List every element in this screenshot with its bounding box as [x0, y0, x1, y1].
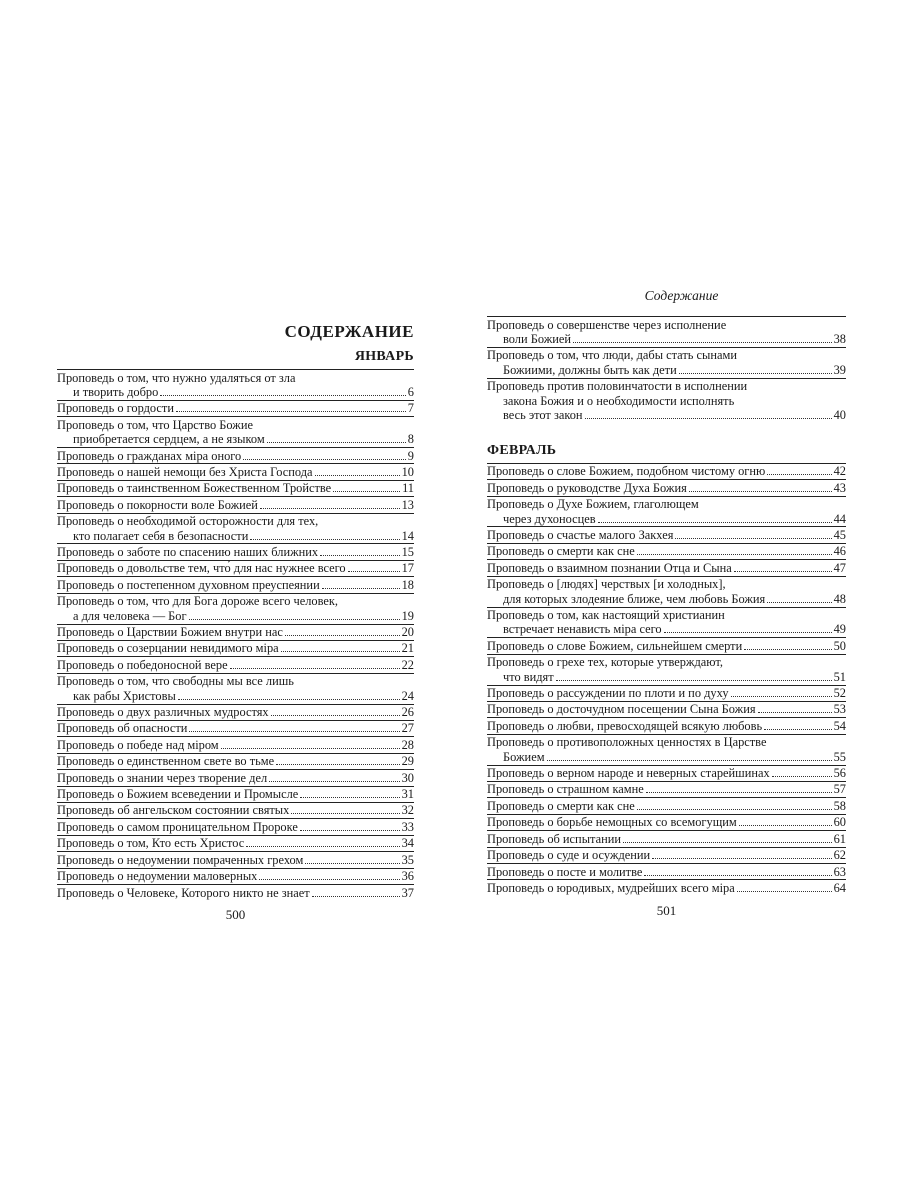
- toc-entry[interactable]: [487, 863, 846, 879]
- toc-entry-text: Проповедь о том, что Царство Божие: [57, 417, 253, 432]
- dot-leader: [739, 816, 832, 826]
- dot-leader: [573, 333, 832, 343]
- toc-entry[interactable]: [57, 447, 414, 463]
- toc-entry-text: Проповедь о руководстве Духа Божия: [487, 480, 687, 495]
- dot-leader: [243, 450, 406, 460]
- toc-entry-text: Проповедь об испытании: [487, 831, 621, 846]
- toc-entry[interactable]: [57, 543, 414, 559]
- toc-entry-text: Проповедь о гордости: [57, 401, 174, 416]
- toc-entry-row: [57, 561, 414, 575]
- toc-entry-row: [57, 529, 414, 543]
- toc-entry-text: встречает ненависть міра сего: [503, 622, 662, 637]
- dot-leader: [269, 772, 399, 782]
- toc-entry-text: Проповедь о созерцании невидимого міра: [57, 641, 279, 656]
- toc-entry-row: [487, 622, 846, 636]
- toc-page-number: 22: [401, 657, 414, 672]
- dot-leader: [322, 579, 400, 589]
- toc-entry[interactable]: [57, 416, 414, 447]
- toc-page-number: 10: [401, 464, 414, 479]
- toc-entry-row: [57, 641, 414, 655]
- dot-leader: [160, 386, 406, 396]
- toc-page-number: 57: [833, 782, 846, 797]
- toc-entry[interactable]: [487, 847, 846, 863]
- toc-entry-text: закона Божия и о необходимости исполнять: [503, 393, 735, 408]
- toc-entry-row: [487, 766, 846, 780]
- toc-entry[interactable]: [487, 559, 846, 575]
- toc-entry-row: [57, 689, 414, 703]
- toc-entry[interactable]: [57, 593, 414, 624]
- toc-entry[interactable]: [57, 818, 414, 834]
- toc-entry-text: Проповедь об ангельском состоянии святых: [57, 803, 290, 818]
- toc-entry[interactable]: [57, 769, 414, 785]
- toc-entry-text: Проповедь о самом проницательном Пророке: [57, 819, 298, 834]
- toc-entry-row: [487, 848, 846, 862]
- toc-entry-text: Проповедь о страшном камне: [487, 782, 644, 797]
- running-head: Содержание: [644, 288, 719, 303]
- toc-page-number: 56: [833, 766, 846, 781]
- toc-entry[interactable]: [57, 369, 414, 400]
- toc-entry-text: Проповедь о недоумении помраченных грехом: [57, 852, 304, 867]
- right-page: [487, 286, 846, 920]
- toc-entry[interactable]: [487, 347, 846, 378]
- toc-entry[interactable]: [487, 879, 846, 895]
- toc-entry-row: [487, 686, 846, 700]
- toc-entry-text: воли Божией: [503, 331, 572, 346]
- left-toc-list: [57, 369, 414, 900]
- toc-entry[interactable]: [487, 463, 846, 479]
- toc-entry-row: [487, 881, 846, 895]
- dot-leader: [300, 821, 400, 831]
- toc-entry-row: [487, 799, 846, 813]
- toc-entry-row: [487, 592, 846, 606]
- toc-entry-row: [487, 832, 846, 846]
- dot-leader: [547, 751, 832, 761]
- toc-page-number: 33: [401, 819, 414, 834]
- toc-entry[interactable]: [57, 786, 414, 802]
- toc-entry-text: Проповедь о Духе Божием, глаголющем: [487, 497, 699, 512]
- toc-entry[interactable]: [57, 802, 414, 818]
- toc-entry-text: Проповедь о борьбе немощных со всемогущим: [487, 815, 737, 830]
- toc-entry[interactable]: [487, 814, 846, 830]
- dot-leader: [767, 465, 831, 475]
- toc-page-number: 36: [401, 869, 414, 884]
- toc-entry-row: [57, 869, 414, 883]
- toc-entry-row: [57, 658, 414, 672]
- toc-entry-text: Божием: [503, 749, 545, 764]
- toc-page-number: 60: [833, 815, 846, 830]
- toc-entry-text: Проповедь о победе над міром: [57, 737, 219, 752]
- toc-entry-row: [487, 719, 846, 733]
- toc-entry[interactable]: [57, 480, 414, 496]
- month-heading-january: ЯНВАРЬ: [354, 349, 414, 364]
- toc-page-number: 15: [401, 544, 414, 559]
- toc-entry-row: [487, 363, 846, 377]
- toc-entry[interactable]: [57, 400, 414, 416]
- toc-page-number: 27: [401, 721, 414, 736]
- toc-entry-row: [487, 865, 846, 879]
- toc-page-number: 48: [833, 591, 846, 606]
- dot-leader: [556, 671, 832, 681]
- toc-page-number: 34: [401, 836, 414, 851]
- toc-entry[interactable]: [487, 378, 846, 423]
- toc-entry[interactable]: [57, 576, 414, 592]
- toc-entry[interactable]: [57, 656, 414, 672]
- toc-entry[interactable]: [57, 513, 414, 544]
- toc-page-number: 35: [401, 852, 414, 867]
- dot-leader: [646, 783, 832, 793]
- toc-page-number: 11: [402, 481, 414, 496]
- toc-entry-text: Проповедь о грехе тех, которые утверждают,: [487, 655, 723, 670]
- toc-page-number: 40: [833, 407, 846, 422]
- dot-leader: [737, 882, 832, 892]
- toc-entry[interactable]: [487, 607, 846, 638]
- toc-page-number: 26: [401, 705, 414, 720]
- toc-entry-text: весь этот закон: [503, 407, 583, 422]
- toc-entry-row: [487, 782, 846, 796]
- toc-entry[interactable]: [57, 835, 414, 851]
- toc-page-number: 13: [401, 497, 414, 512]
- toc-entry-text: Проповедь о любви, превосходящей всякую любовь: [487, 718, 763, 733]
- toc-entry[interactable]: [57, 624, 414, 640]
- dot-leader: [281, 642, 400, 652]
- toc-page-number: 51: [833, 669, 846, 684]
- toc-entry-text: Проповедь о Царствии Божием внутри нас: [57, 625, 283, 639]
- toc-entry-text: что видят: [503, 669, 554, 684]
- dot-leader: [598, 513, 832, 523]
- toc-entry[interactable]: [487, 685, 846, 701]
- toc-entry-text: Проповедь о досточудном посещении Сына Божия: [487, 702, 756, 717]
- toc-entry[interactable]: [487, 797, 846, 813]
- toc-page-number: 32: [401, 803, 414, 818]
- toc-entry-text: Проповедь о том, Кто есть Христос: [57, 836, 245, 851]
- toc-page-number: 62: [833, 848, 846, 863]
- toc-entry-text: Проповедь о суде и осуждении: [487, 848, 651, 863]
- dot-leader: [276, 755, 399, 765]
- toc-page-number: 50: [833, 638, 846, 653]
- dot-leader: [744, 640, 831, 650]
- toc-entry[interactable]: [57, 463, 414, 479]
- toc-page-number: 28: [401, 737, 414, 752]
- dot-leader: [333, 482, 400, 492]
- toc-page-number: 47: [833, 560, 846, 575]
- toc-entry-text: Проповедь о посте и молитве: [487, 864, 643, 879]
- dot-leader: [731, 687, 832, 697]
- toc-page-number: 14: [401, 528, 414, 543]
- toc-entry-row: [57, 385, 414, 399]
- toc-page-number: 20: [401, 625, 414, 639]
- toc-entry-text: Проповедь о заботе по спасению наших ближних: [57, 544, 319, 559]
- page-number-right: 501: [656, 902, 677, 918]
- toc-entry[interactable]: [487, 479, 846, 495]
- toc-entry[interactable]: [57, 673, 414, 704]
- dot-leader: [664, 623, 832, 633]
- toc-entry-text: Проповедь о знании через творение дел: [57, 770, 268, 785]
- right-toc-list: [487, 463, 846, 896]
- dot-leader: [178, 690, 400, 700]
- dot-leader: [312, 887, 400, 897]
- toc-entry[interactable]: [487, 543, 846, 559]
- toc-page-number: 24: [401, 688, 414, 703]
- toc-entry-row: [57, 803, 414, 817]
- dot-leader: [637, 545, 832, 555]
- toc-entry-row: [57, 787, 414, 801]
- toc-entry[interactable]: [57, 496, 414, 512]
- toc-entry-row: [57, 853, 414, 867]
- toc-page-number: 53: [833, 702, 846, 717]
- dot-leader: [315, 466, 400, 476]
- toc-entry-row: [57, 625, 414, 639]
- toc-entry[interactable]: [487, 830, 846, 846]
- dot-leader: [623, 833, 832, 843]
- toc-entry[interactable]: [487, 576, 846, 607]
- toc-entry[interactable]: [487, 526, 846, 542]
- dot-leader: [758, 703, 832, 713]
- toc-entry-text: а для человека — Бог: [73, 608, 187, 623]
- toc-entry[interactable]: [487, 734, 846, 765]
- toc-entry[interactable]: [57, 640, 414, 656]
- toc-entry-row: [57, 545, 414, 559]
- toc-entry-text: Проповедь о смерти как сне: [487, 798, 635, 813]
- toc-page-number: 7: [407, 401, 414, 416]
- toc-entry[interactable]: [487, 717, 846, 733]
- dot-leader: [291, 804, 399, 814]
- toc-entry-row: [487, 750, 846, 764]
- toc-page-number: 55: [833, 749, 846, 764]
- toc-entry[interactable]: [487, 637, 846, 653]
- toc-page-number: 49: [833, 622, 846, 637]
- toc-entry-text: Проповедь о юродивых, мудрейших всего міра: [487, 880, 735, 895]
- toc-entry-row: [57, 481, 414, 495]
- section-gap: [487, 423, 846, 439]
- toc-page-number: 44: [833, 511, 846, 526]
- toc-entry-text: Проповедь о слове Божием, подобном чистому огню: [487, 464, 766, 479]
- toc-entry-row: [57, 498, 414, 512]
- toc-entry-text: Проповедь против половинчатости в исполнении: [487, 379, 748, 394]
- toc-entry-text: Проповедь о довольстве тем, что́ для нас нужнее всего: [57, 561, 346, 576]
- toc-page-number: 63: [833, 864, 846, 879]
- toc-entry-text: приобретается сердцем, а не языком: [73, 432, 265, 447]
- toc-entry-row: [487, 464, 846, 478]
- toc-page-number: 54: [833, 718, 846, 733]
- toc-page-number: 19: [401, 608, 414, 623]
- toc-entry[interactable]: [57, 884, 414, 900]
- left-page: [57, 318, 414, 924]
- dot-leader: [260, 499, 400, 509]
- toc-entry-text: Проповедь об опасности: [57, 721, 188, 736]
- toc-entry[interactable]: [487, 781, 846, 797]
- toc-entry[interactable]: [57, 720, 414, 736]
- toc-page-number: 31: [401, 787, 414, 802]
- dot-leader: [259, 870, 399, 880]
- toc-entry-row: [57, 609, 414, 623]
- dot-leader: [267, 433, 406, 443]
- toc-entry-text: Проповедь о смерти как сне: [487, 544, 635, 559]
- toc-entry-text: и творить добро: [73, 384, 159, 399]
- toc-entry[interactable]: [57, 868, 414, 884]
- toc-page-number: 6: [407, 384, 414, 399]
- right-toc-list-top: [487, 316, 846, 423]
- toc-entry-row: [57, 721, 414, 735]
- toc-entry-row: [487, 512, 846, 526]
- toc-page-number: 64: [833, 880, 846, 895]
- dot-leader: [644, 866, 831, 876]
- toc-page-number: 30: [401, 770, 414, 785]
- toc-entry-text: Проповедь о взаимном познании Отца и Сына: [487, 560, 732, 575]
- toc-page-number: 9: [407, 448, 414, 463]
- toc-page-number: 18: [401, 577, 414, 592]
- toc-entry-text: Проповедь о счастье малого Закхея: [487, 527, 674, 542]
- toc-entry-row: [57, 578, 414, 592]
- dot-leader: [305, 854, 399, 864]
- toc-page-number: 52: [833, 686, 846, 701]
- toc-entry-row: [57, 886, 414, 900]
- toc-entry-text: для которых злодеяние ближе, чем любовь Божия: [503, 591, 766, 606]
- toc-entry-text: Проповедь о том, что нужно удаляться от зла: [57, 370, 296, 385]
- toc-entry-text: Проповедь о слове Божием, сильнейшем смерти: [487, 638, 743, 653]
- toc-page-number: 37: [401, 885, 414, 900]
- month-heading-february: ФЕВРАЛЬ: [487, 442, 557, 458]
- toc-entry-row: [57, 465, 414, 479]
- dot-leader: [300, 788, 399, 798]
- toc-entry-text: Проповедь о постепенном духовном преуспеянии: [57, 577, 320, 592]
- toc-entry-text: Проповедь о совершенстве через исполнение: [487, 317, 727, 332]
- toc-entry-text: Проповедь о том, что свободны мы все лишь: [57, 674, 294, 689]
- toc-entry-row: [57, 738, 414, 752]
- toc-entry-text: Проповедь о [людях] черствых [и холодных],: [487, 577, 726, 592]
- toc-page-number: 43: [833, 480, 846, 495]
- dot-leader: [689, 482, 832, 492]
- toc-entry-text: Проповедь о нашей немощи без Христа Господа: [57, 464, 313, 479]
- toc-page-number: 58: [833, 798, 846, 813]
- toc-entry-text: Проповедь о победоносной вере: [57, 657, 228, 672]
- toc-entry-row: [487, 408, 846, 422]
- toc-entry[interactable]: [57, 560, 414, 576]
- dot-leader: [764, 720, 831, 730]
- toc-title: СОДЕРЖАНИЕ: [284, 322, 414, 341]
- toc-entry-row: [487, 332, 846, 346]
- toc-page-number: 21: [401, 641, 414, 656]
- toc-entry-row: [57, 771, 414, 785]
- toc-entry-text: Проповедь о рассуждении по плоти и по духу: [487, 686, 729, 701]
- toc-entry-row: [487, 528, 846, 542]
- dot-leader: [250, 530, 399, 540]
- toc-entry-text: Проповедь о том, что люди, дабы стать сынами: [487, 348, 737, 363]
- toc-entry-text: Проповедь о том, что для Бога дороже всего человек,: [57, 594, 338, 609]
- toc-entry[interactable]: [487, 701, 846, 717]
- dot-leader: [221, 739, 400, 749]
- toc-entry-row: [57, 432, 414, 446]
- toc-entry-text: Проповедь о верном народе и неверных старейшинах: [487, 766, 770, 781]
- toc-entry-row: [57, 820, 414, 834]
- dot-leader: [271, 706, 400, 716]
- toc-entry-text: Проповедь о покорности воле Божией: [57, 497, 258, 512]
- toc-entry-row: [487, 639, 846, 653]
- dot-leader: [176, 402, 406, 412]
- toc-entry-text: кто полагает себя в безопасности: [73, 528, 249, 543]
- dot-leader: [246, 837, 399, 847]
- toc-entry-text: Проповедь о необходимой осторожности для тех,: [57, 514, 319, 529]
- toc-entry-text: Проповедь о таинственном Божественном Тройстве: [57, 481, 332, 496]
- toc-page-number: 42: [833, 464, 846, 479]
- dot-leader: [348, 562, 400, 572]
- dot-leader: [189, 722, 399, 732]
- dot-leader: [772, 767, 832, 777]
- toc-entry-text: через духоносцев: [503, 511, 596, 526]
- toc-entry-text: Проповедь о гражданах міра оного: [57, 448, 242, 463]
- toc-entry[interactable]: [487, 765, 846, 781]
- toc-entry-row: [487, 670, 846, 684]
- toc-page-number: 8: [407, 432, 414, 447]
- toc-page-number: 46: [833, 544, 846, 559]
- toc-entry-text: Божиими, должны быть как дети: [503, 362, 677, 377]
- toc-page-number: 45: [833, 527, 846, 542]
- dot-leader: [767, 593, 831, 603]
- toc-entry-text: Проповедь о недоумении маловерных: [57, 869, 258, 884]
- toc-entry-row: [487, 815, 846, 829]
- toc-entry-text: Проповедь о Человеке, Которого никто не знает: [57, 885, 310, 900]
- toc-entry[interactable]: [487, 654, 846, 685]
- dot-leader: [320, 546, 399, 556]
- toc-entry[interactable]: [57, 704, 414, 720]
- toc-entry-row: [57, 401, 414, 415]
- dot-leader: [652, 849, 831, 859]
- toc-page-number: 38: [833, 331, 846, 346]
- toc-entry-text: как рабы Христовы: [73, 688, 176, 703]
- toc-entry-row: [57, 836, 414, 850]
- toc-entry-row: [57, 449, 414, 463]
- dot-leader: [285, 626, 400, 636]
- dot-leader: [734, 562, 832, 572]
- page-number-left: 500: [225, 907, 246, 923]
- toc-entry[interactable]: [487, 496, 846, 527]
- toc-entry[interactable]: [57, 851, 414, 867]
- dot-leader: [585, 409, 832, 419]
- toc-entry-text: Проповедь о противоположных ценностях в Царстве: [487, 735, 767, 750]
- toc-page-number: 39: [833, 362, 846, 377]
- toc-page-number: 29: [401, 754, 414, 769]
- dot-leader: [637, 800, 832, 810]
- toc-entry-row: [487, 561, 846, 575]
- toc-entry-row: [487, 481, 846, 495]
- toc-entry-row: [487, 544, 846, 558]
- toc-entry[interactable]: [57, 736, 414, 752]
- toc-page-number: 17: [401, 561, 414, 576]
- toc-entry-text: Проповедь о единственном свете во тьме: [57, 754, 275, 769]
- dot-leader: [189, 610, 400, 620]
- toc-entry-row: [487, 702, 846, 716]
- toc-entry[interactable]: [487, 316, 846, 347]
- toc-entry[interactable]: [57, 753, 414, 769]
- dot-leader: [675, 529, 831, 539]
- toc-entry-row: [57, 705, 414, 719]
- toc-page-number: 61: [833, 831, 846, 846]
- toc-entry-text: Проповедь о Божием всеведении и Промысле: [57, 787, 299, 802]
- dot-leader: [679, 364, 832, 374]
- toc-entry-text: Проповедь о том, как настоящий христианин: [487, 608, 725, 622]
- dot-leader: [230, 659, 400, 669]
- toc-entry-text: Проповедь о двух различных мудростях: [57, 705, 269, 720]
- toc-entry-row: [57, 754, 414, 768]
